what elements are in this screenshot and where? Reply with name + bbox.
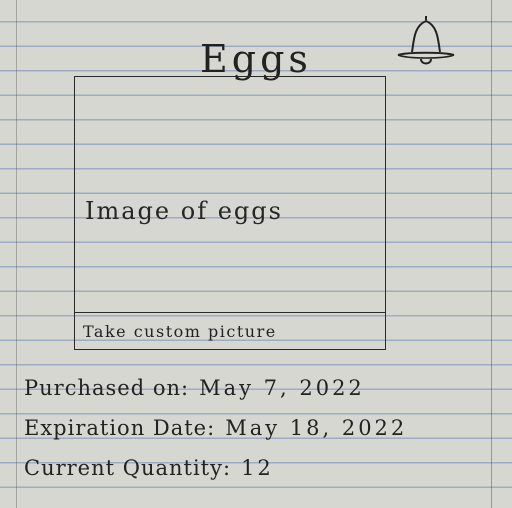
expiration-label: Expiration Date: xyxy=(24,416,216,440)
purchased-label: Purchased on: xyxy=(24,376,190,400)
image-placeholder-text: Image of eggs xyxy=(85,197,283,225)
expiration-value: May 18, 2022 xyxy=(225,416,408,440)
quantity-row xyxy=(24,448,484,488)
quantity-value: 12 xyxy=(241,456,274,480)
product-image xyxy=(75,77,385,313)
purchased-value: May 7, 2022 xyxy=(199,376,365,400)
product-image-card xyxy=(74,76,386,350)
take-custom-picture-button[interactable]: Take custom picture xyxy=(83,321,277,341)
notification-button[interactable] xyxy=(390,10,462,70)
purchased-row xyxy=(24,368,484,408)
quantity-label: Current Quantity: xyxy=(24,456,232,480)
expiration-row xyxy=(24,408,484,448)
page-title: Eggs xyxy=(200,37,312,82)
product-details xyxy=(24,368,484,488)
bell-icon xyxy=(390,10,462,70)
